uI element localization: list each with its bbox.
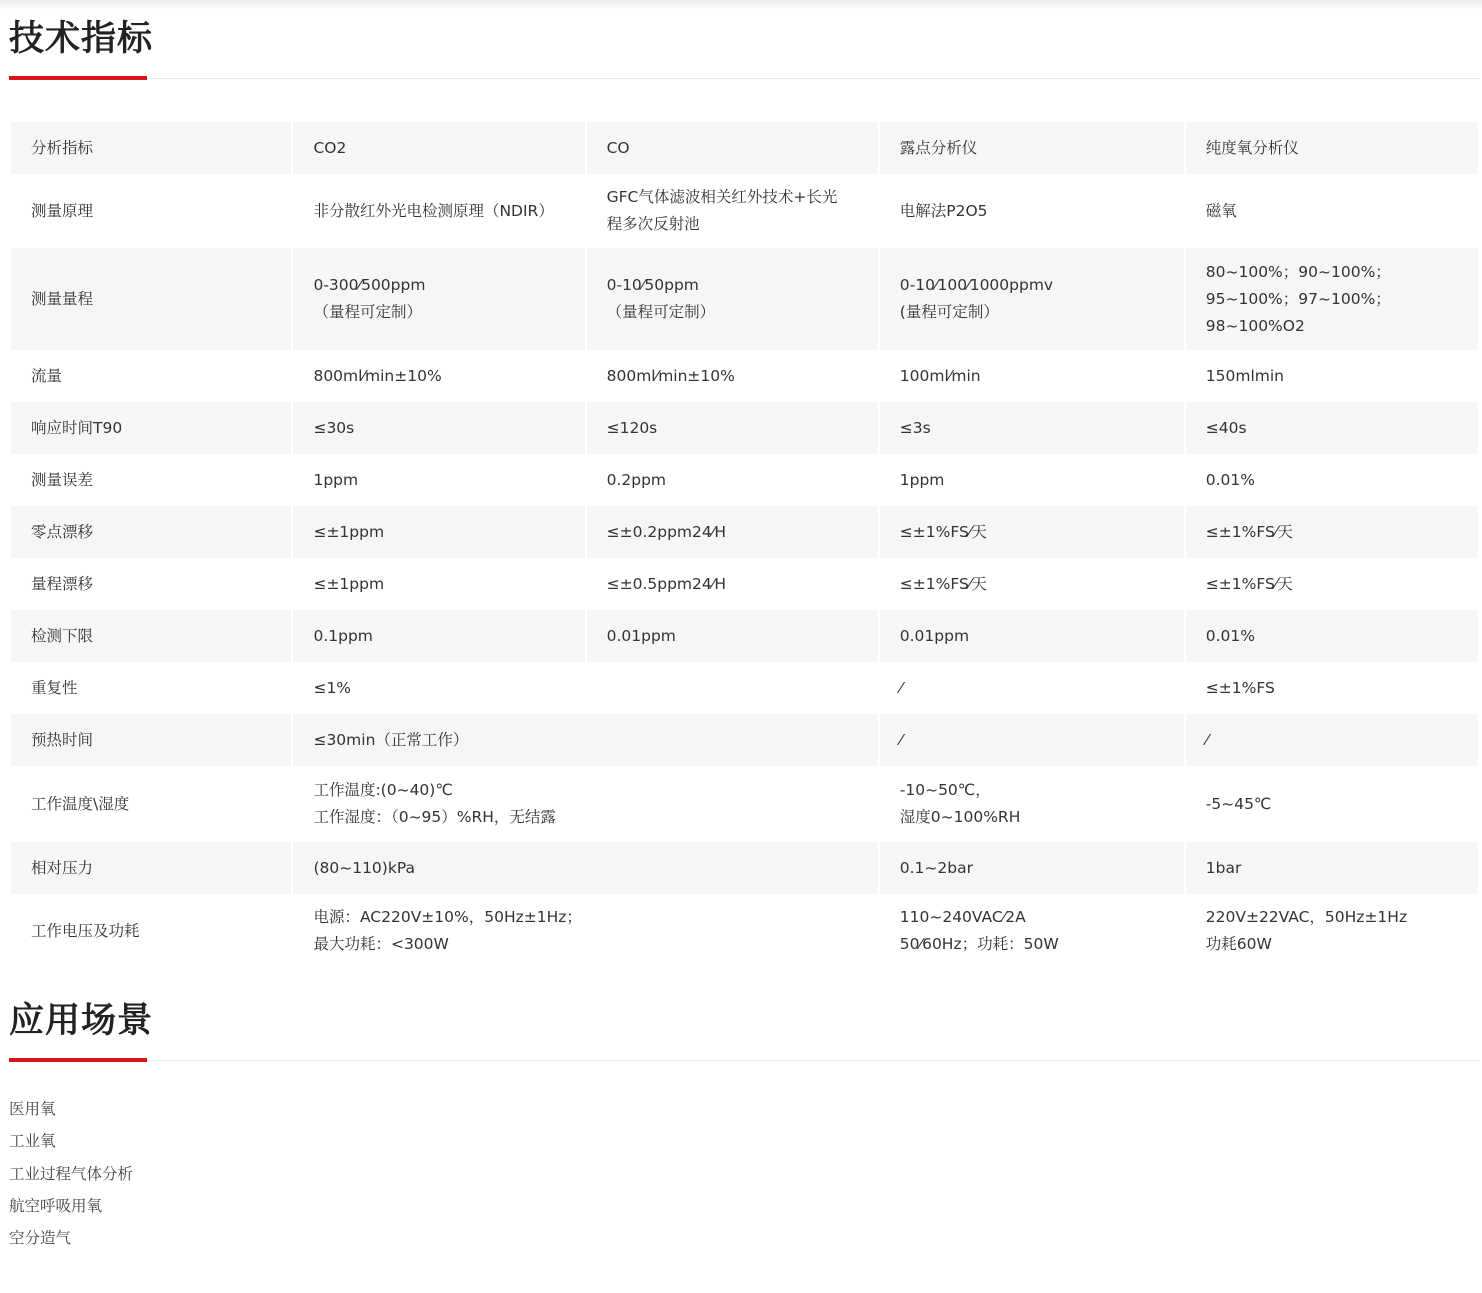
spec-title-underline	[9, 76, 147, 80]
row-label: 测量原理	[11, 174, 291, 248]
table-row	[11, 714, 1478, 766]
table-header-row	[11, 122, 1478, 174]
cell-line: ≤1%	[313, 678, 352, 697]
table-cell	[587, 174, 878, 248]
table-cell	[587, 506, 878, 558]
cell-line: 工作温度:(0~40)℃	[313, 781, 453, 799]
cell-line: -5~45℃	[1205, 794, 1272, 813]
table-cell-merged	[293, 842, 877, 894]
row-label: 测量误差	[11, 454, 291, 506]
table-cell	[880, 662, 1184, 714]
row-label: 流量	[11, 350, 291, 402]
spec-section-header	[9, 16, 1480, 79]
table-cell	[880, 506, 1184, 558]
table-cell	[1186, 842, 1478, 894]
table-cell	[293, 454, 584, 506]
table-cell	[1186, 894, 1478, 968]
cell-line: 150mlmin	[1205, 366, 1284, 385]
cell-line: 0.01ppm	[899, 626, 970, 645]
table-cell	[1186, 454, 1478, 506]
cell-line: 电源：AC220V±10%，50Hz±1Hz；	[313, 908, 582, 926]
row-label: 预热时间	[11, 714, 291, 766]
cell-line: 0.1~2bar	[899, 858, 973, 877]
cell-line: （量程可定制）	[606, 303, 716, 321]
cell-line: 100ml⁄min	[899, 366, 981, 385]
table-cell	[880, 402, 1184, 454]
table-cell	[293, 248, 584, 350]
list-item: 医用氧	[9, 1100, 56, 1118]
table-row	[11, 454, 1478, 506]
cell-line: 0.01ppm	[606, 626, 676, 645]
cell-line: 非分散红外光电检测原理（NDIR）	[313, 201, 554, 220]
cell-line: 工作湿度：（0~95）%RH，无结露	[313, 808, 556, 826]
cell-line: 0-10⁄50ppm	[606, 276, 699, 294]
table-cell-merged	[293, 766, 877, 842]
table-row	[11, 558, 1478, 610]
table-cell	[1186, 248, 1478, 350]
cell-line: ≤±1ppm	[313, 574, 385, 593]
table-row	[11, 506, 1478, 558]
table-cell	[880, 714, 1184, 766]
cell-line: 0.01%	[1205, 470, 1256, 489]
row-label: 检测下限	[11, 610, 291, 662]
cell-line: ≤±1ppm	[313, 522, 385, 541]
table-cell	[880, 894, 1184, 968]
table-header-cell: 露点分析仪	[880, 122, 1184, 174]
cell-line: ≤±1%FS⁄天	[899, 574, 987, 593]
cell-line: 1bar	[1205, 858, 1242, 877]
cell-line: ≤40s	[1205, 418, 1247, 437]
table-cell	[1186, 662, 1478, 714]
cell-line: 50⁄60Hz；功耗：50W	[899, 935, 1059, 953]
app-section-title: 应用场景	[9, 1001, 154, 1041]
table-cell	[880, 454, 1184, 506]
cell-line: 磁氧	[1205, 201, 1237, 220]
row-label: 响应时间T90	[11, 402, 291, 454]
table-row	[11, 350, 1478, 402]
table-cell	[1186, 610, 1478, 662]
table-cell	[1186, 558, 1478, 610]
table-cell-merged	[293, 894, 877, 968]
cell-line: 80~100%；90~100%；	[1205, 262, 1391, 281]
cell-line: 1ppm	[313, 470, 359, 489]
table-cell-merged	[293, 662, 877, 714]
table-cell	[880, 610, 1184, 662]
cell-line: -10~50℃，	[899, 781, 991, 799]
spec-table	[9, 122, 1480, 968]
table-cell	[1186, 714, 1478, 766]
cell-line: (量程可定制）	[899, 303, 999, 321]
cell-line: 0.1ppm	[313, 626, 373, 645]
table-cell	[1186, 506, 1478, 558]
cell-line: 110~240VAC⁄2A	[899, 908, 1026, 926]
list-item: 工业氧	[9, 1132, 56, 1151]
cell-line: ⁄	[1205, 730, 1209, 749]
table-row	[11, 766, 1478, 842]
cell-line: 0-10⁄100⁄1000ppmv	[899, 276, 1054, 294]
table-cell	[293, 350, 584, 402]
table-cell	[293, 506, 584, 558]
table-cell	[293, 402, 584, 454]
list-item: 空分造气	[9, 1229, 72, 1248]
cell-line: ≤±1%FS⁄天	[899, 522, 987, 541]
table-cell	[293, 610, 584, 662]
cell-line: 800ml⁄min±10%	[606, 366, 735, 385]
cell-line: ≤±0.2ppm24⁄H	[606, 522, 726, 541]
application-list	[9, 1093, 133, 1254]
app-title-underline	[9, 1058, 147, 1062]
row-label: 工作温度\湿度	[11, 766, 291, 842]
table-header-cell: CO	[587, 122, 878, 174]
cell-line: ≤30min（正常工作）	[313, 730, 469, 749]
row-label: 工作电压及功耗	[11, 894, 291, 968]
table-cell	[880, 350, 1184, 402]
table-row	[11, 248, 1478, 350]
cell-line: (80~110)kPa	[313, 858, 415, 877]
table-cell	[587, 402, 878, 454]
table-cell	[587, 454, 878, 506]
row-label: 重复性	[11, 662, 291, 714]
table-header-cell: CO2	[293, 122, 584, 174]
cell-line: 95~100%；97~100%；	[1205, 289, 1391, 308]
spec-table-body	[11, 122, 1478, 968]
table-cell	[880, 558, 1184, 610]
table-cell	[1186, 350, 1478, 402]
table-row	[11, 402, 1478, 454]
cell-line: 电解法P2O5	[899, 201, 988, 220]
table-cell	[1186, 174, 1478, 248]
app-section-header	[9, 998, 1480, 1061]
cell-line: 1ppm	[899, 470, 945, 489]
table-cell	[1186, 766, 1478, 842]
cell-line: 程多次反射池	[606, 215, 700, 233]
spec-section-title: 技术指标	[9, 19, 154, 59]
cell-line: ⁄	[899, 730, 903, 749]
table-cell	[587, 558, 878, 610]
cell-line: ≤120s	[606, 418, 658, 437]
table-cell	[587, 350, 878, 402]
table-row	[11, 174, 1478, 248]
table-row	[11, 842, 1478, 894]
table-cell	[880, 248, 1184, 350]
table-cell	[880, 766, 1184, 842]
top-shadow	[0, 0, 1482, 10]
row-label: 量程漂移	[11, 558, 291, 610]
cell-line: GFC气体滤波相关红外技术+长光	[606, 188, 838, 206]
table-row	[11, 610, 1478, 662]
table-cell-merged	[293, 714, 877, 766]
cell-line: ≤±0.5ppm24⁄H	[606, 574, 726, 593]
cell-line: 0.01%	[1205, 626, 1256, 645]
table-cell	[880, 842, 1184, 894]
cell-line: ≤3s	[899, 418, 931, 437]
cell-line: 800ml⁄min±10%	[313, 366, 442, 385]
table-cell	[587, 610, 878, 662]
cell-line: 0.2ppm	[606, 470, 667, 489]
table-row	[11, 894, 1478, 968]
row-label: 零点漂移	[11, 506, 291, 558]
table-cell	[880, 174, 1184, 248]
table-row	[11, 662, 1478, 714]
table-header-cell: 分析指标	[11, 122, 291, 174]
cell-line: 最大功耗：<300W	[313, 935, 449, 953]
cell-line: （量程可定制）	[313, 303, 422, 321]
list-item: 工业过程气体分析	[9, 1164, 134, 1183]
cell-line: 功耗60W	[1205, 935, 1272, 953]
row-label: 测量量程	[11, 248, 291, 350]
cell-line: ⁄	[899, 678, 903, 697]
cell-line: ≤±1%FS⁄天	[1205, 522, 1293, 541]
list-item: 航空呼吸用氧	[9, 1196, 103, 1215]
cell-line: 220V±22VAC，50Hz±1Hz	[1205, 908, 1408, 926]
cell-line: ≤±1%FS	[1205, 678, 1275, 697]
table-cell	[587, 248, 878, 350]
table-cell	[293, 174, 584, 248]
cell-line: 湿度0~100%RH	[899, 808, 1021, 826]
cell-line: ≤±1%FS⁄天	[1205, 574, 1293, 593]
table-header-cell: 纯度氧分析仪	[1186, 122, 1478, 174]
cell-line: ≤30s	[313, 418, 355, 437]
cell-line: 98~100%O2	[1205, 316, 1305, 335]
row-label: 相对压力	[11, 842, 291, 894]
cell-line: 0-300⁄500ppm	[313, 276, 426, 294]
table-cell	[293, 558, 584, 610]
table-cell	[1186, 402, 1478, 454]
